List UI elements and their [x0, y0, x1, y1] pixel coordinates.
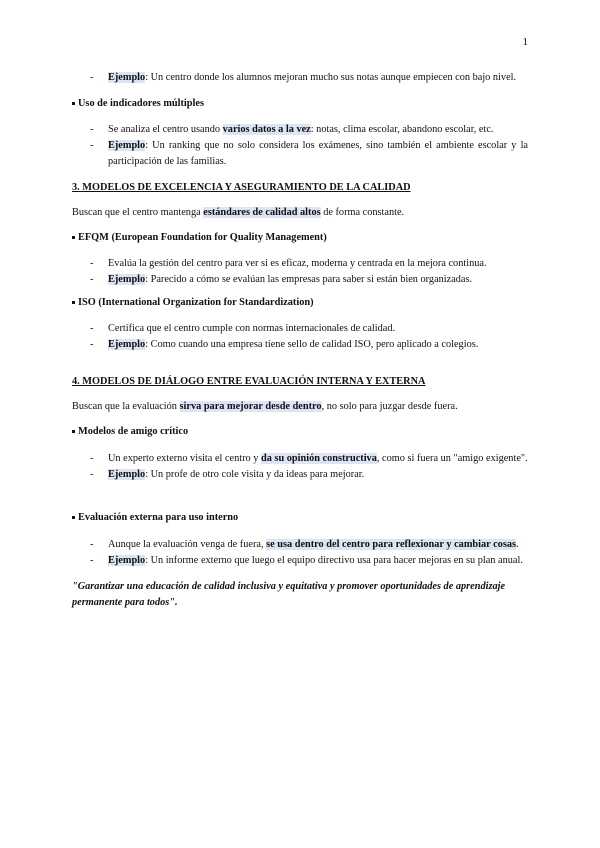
square-bullet-icon	[72, 102, 75, 105]
page-number: 1	[522, 36, 528, 48]
section-heading-3: 3. MODELOS DE EXCELENCIA Y ASEGURAMIENTO DE LA CALIDAD	[72, 182, 411, 193]
square-bullet-icon	[72, 301, 75, 304]
list-item: - Ejemplo: Un centro donde los alumnos mejoran mucho sus notas aunque empiecen con bajo nivel.	[90, 72, 517, 83]
subheading-externa: Evaluación externa para uso interno	[72, 510, 528, 526]
document-body	[72, 70, 528, 611]
section-heading-4: 4. MODELOS DE DIÁLOGO ENTRE EVALUACIÓN INTERNA Y EXTERNA	[72, 376, 426, 387]
square-bullet-icon	[72, 516, 75, 519]
list-item: - Un experto externo visita el centro y da su opinión constructiva, como si fuera un "amigo exigente".	[90, 453, 528, 464]
closing-quote: "Garantizar una educación de calidad inclusiva y equitativa y promover oportunidades de aprendizaje permanente para todos".	[72, 581, 506, 608]
list-item: - Certifica que el centro cumple con normas internacionales de calidad.	[90, 323, 396, 334]
section-intro-3: Buscan que el centro mantenga estándares de calidad altos de forma constante.	[72, 207, 405, 218]
square-bullet-icon	[72, 236, 75, 239]
list-item: - Ejemplo: Como cuando una empresa tiene sello de calidad ISO, pero aplicado a colegios.	[90, 339, 479, 350]
list-item: - Aunque la evaluación venga de fuera, se usa dentro del centro para reflexionar y cambiar cosas.	[90, 539, 519, 550]
list-item: - Ejemplo: Parecido a cómo se evalúan las empresas para saber si están bien organizadas.	[90, 274, 473, 285]
example-label: Ejemplo	[108, 72, 146, 83]
list-item: - Evalúa la gestión del centro para ver si es eficaz, moderna y centrada en la mejora continua.	[90, 258, 487, 269]
subheading-indicadores: Uso de indicadores múltiples	[72, 96, 528, 112]
list-item: - Ejemplo: Un informe externo que luego el equipo directivo usa para hacer mejoras en su plan anual.	[90, 555, 523, 566]
list-item: - Ejemplo: Un ranking que no solo considera los exámenes, sino también el ambiente escolar y la participación de las familias.	[90, 140, 528, 167]
section-intro-4: Buscan que la evaluación sirva para mejorar desde dentro, no solo para juzgar desde fuera.	[72, 401, 458, 412]
subheading-efqm: EFQM (European Foundation for Quality Management)	[72, 230, 528, 246]
list-item: - Ejemplo: Un profe de otro cole visita y da ideas para mejorar.	[90, 469, 365, 480]
list-item: - Se analiza el centro usando varios datos a la vez: notas, clima escolar, abandono escolar, etc.	[90, 124, 494, 135]
subheading-amigo: Modelos de amigo crítico	[72, 424, 528, 440]
square-bullet-icon	[72, 430, 75, 433]
subheading-iso: ISO (International Organization for Standardization)	[72, 295, 528, 311]
